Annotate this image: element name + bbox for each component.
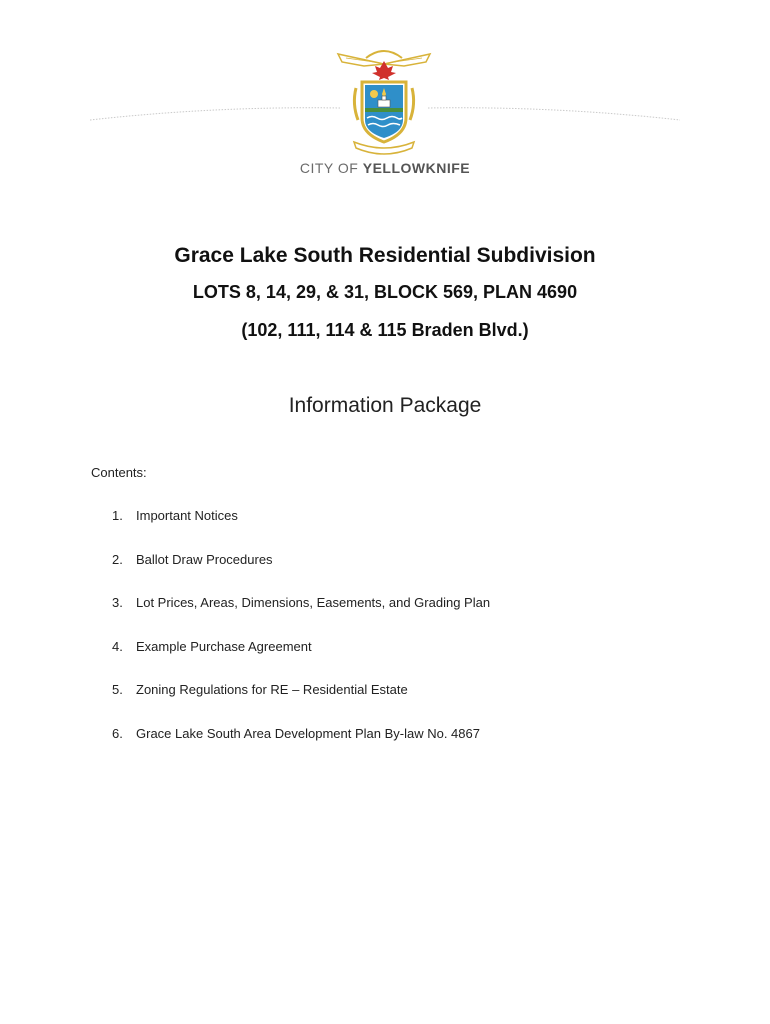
contents-item-number: 4. [112,638,123,654]
city-name [0,160,770,176]
contents-item [112,552,490,596]
contents-item-text: Grace Lake South Area Development Plan By-law No. 4867 [136,725,480,741]
address-subtitle: (102, 111, 114 & 115 Braden Blvd.) [241,320,529,340]
contents-item-text: Example Purchase Agreement [136,638,312,654]
contents-item [112,639,490,683]
package-title: Information Package [288,394,482,417]
contents-item-text: Lot Prices, Areas, Dimensions, Easements, and Grading Plan [136,595,491,611]
letterhead-rule-right [428,100,680,122]
contents-item-text: Ballot Draw Procedures [136,551,273,567]
city-prefix: CITY OF [299,160,363,176]
city-crest-icon [334,44,434,156]
contents-item-number: 6. [112,725,123,741]
lots-subtitle: LOTS 8, 14, 29, & 31, BLOCK 569, PLAN 4690 [192,282,578,302]
contents-item-text: Important Notices [136,508,238,523]
contents-item [112,682,490,726]
letterhead-rule-left [90,100,340,122]
contents-item [112,595,490,639]
contents-item-number: 2. [112,551,123,567]
contents-item-number: 5. [112,682,123,698]
contents-item [112,508,490,552]
contents-item-text: Zoning Regulations for RE – Residential Estate [136,682,408,698]
city-name-strong: YELLOWKNIFE [362,160,471,176]
contents-item-number: 1. [112,508,123,523]
contents-item-number: 3. [112,595,123,611]
contents-label: Contents: [91,465,147,480]
contents-list [112,508,490,770]
contents-item [112,726,490,770]
document-title: Grace Lake South Residential Subdivision [174,244,596,267]
